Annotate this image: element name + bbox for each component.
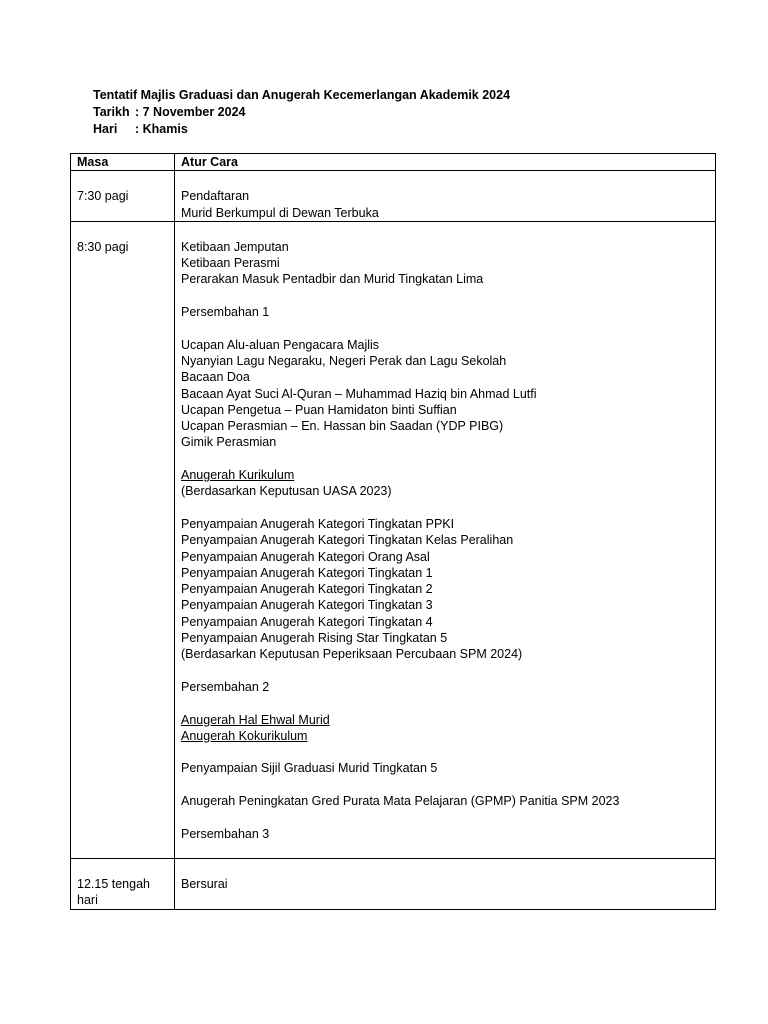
document-title: Tentatif Majlis Graduasi dan Anugerah Kecemerlangan Akademik 2024 bbox=[93, 88, 511, 102]
program-line: Anugerah Peningkatan Gred Purata Mata Pelajaran (GPMP) Panitia SPM 2023 bbox=[181, 793, 620, 808]
program-line bbox=[181, 451, 709, 467]
date-label: Tarikh bbox=[93, 105, 130, 119]
date-value: : 7 November 2024 bbox=[135, 105, 246, 119]
day-row bbox=[93, 121, 510, 138]
program-line: Anugerah Kokurikulum bbox=[181, 728, 308, 743]
table-header-row bbox=[71, 154, 716, 171]
program-line: Murid Berkumpul di Dewan Terbuka bbox=[181, 205, 379, 220]
program-line: Persembahan 1 bbox=[181, 305, 270, 320]
program-line: Ketibaan Perasmi bbox=[181, 256, 280, 271]
program-cell bbox=[175, 221, 716, 858]
program-line: Penyampaian Anugerah Rising Star Tingkatan 5 bbox=[181, 631, 448, 646]
program-line bbox=[181, 842, 709, 858]
program-line: Ucapan Alu-aluan Pengacara Majlis bbox=[181, 337, 380, 352]
program-line: Penyampaian Anugerah Kategori Tingkatan 2 bbox=[181, 582, 433, 597]
program-line: Anugerah Kurikulum bbox=[181, 468, 295, 483]
table-row bbox=[71, 859, 716, 910]
time-cell: 12.15 tengah hari bbox=[71, 859, 175, 910]
program-line bbox=[181, 809, 709, 825]
program-line bbox=[181, 695, 709, 711]
program-line bbox=[181, 744, 709, 760]
program-line: Ucapan Perasmian – En. Hassan bin Saadan (YDP PIBG) bbox=[181, 419, 504, 434]
program-line: Penyampaian Anugerah Kategori Tingkatan 3 bbox=[181, 598, 433, 613]
program-line bbox=[181, 288, 709, 304]
schedule-body bbox=[71, 171, 716, 909]
program-line bbox=[181, 500, 709, 516]
document-header bbox=[93, 87, 510, 138]
program-line bbox=[181, 320, 709, 336]
program-line: Penyampaian Sijil Graduasi Murid Tingkatan 5 bbox=[181, 761, 438, 776]
program-line: Penyampaian Anugerah Kategori Tingkatan Kelas Peralihan bbox=[181, 533, 514, 548]
program-line: Bacaan Doa bbox=[181, 370, 250, 385]
program-cell bbox=[175, 171, 716, 222]
program-line: Ucapan Pengetua – Puan Hamidaton binti Suffian bbox=[181, 402, 457, 417]
day-value: : Khamis bbox=[135, 122, 188, 136]
table-row bbox=[71, 171, 716, 222]
program-line: Bacaan Ayat Suci Al-Quran – Muhammad Haziq bin Ahmad Lutfi bbox=[181, 386, 537, 401]
program-line: Penyampaian Anugerah Kategori Orang Asal bbox=[181, 549, 430, 564]
program-line: Ketibaan Jemputan bbox=[181, 239, 289, 254]
schedule-table bbox=[70, 153, 716, 910]
program-line: Pendaftaran bbox=[181, 189, 250, 204]
program-line: Penyampaian Anugerah Kategori Tingkatan 4 bbox=[181, 614, 433, 629]
table-row bbox=[71, 221, 716, 858]
program-line bbox=[181, 777, 709, 793]
program-line bbox=[181, 892, 709, 908]
day-label: Hari bbox=[93, 122, 118, 136]
program-line: (Berdasarkan Keputusan UASA 2023) bbox=[181, 484, 392, 499]
time-cell: 8:30 pagi bbox=[71, 221, 175, 858]
program-line: Bersurai bbox=[181, 877, 228, 892]
header-program: Atur Cara bbox=[175, 154, 716, 171]
program-line: Perarakan Masuk Pentadbir dan Murid Tingkatan Lima bbox=[181, 272, 484, 287]
time-cell: 7:30 pagi bbox=[71, 171, 175, 222]
program-line: Penyampaian Anugerah Kategori Tingkatan PPKI bbox=[181, 516, 455, 531]
program-line: Gimik Perasmian bbox=[181, 435, 277, 450]
program-line: Penyampaian Anugerah Kategori Tingkatan 1 bbox=[181, 565, 433, 580]
program-line bbox=[181, 663, 709, 679]
header-time: Masa bbox=[71, 154, 175, 171]
date-row bbox=[93, 104, 510, 121]
program-line: Nyanyian Lagu Negaraku, Negeri Perak dan Lagu Sekolah bbox=[181, 353, 507, 368]
program-line: Anugerah Hal Ehwal Murid bbox=[181, 712, 330, 727]
program-line: Persembahan 3 bbox=[181, 826, 270, 841]
program-cell bbox=[175, 859, 716, 910]
program-line: (Berdasarkan Keputusan Peperiksaan Percubaan SPM 2024) bbox=[181, 647, 523, 662]
program-line: Persembahan 2 bbox=[181, 679, 270, 694]
